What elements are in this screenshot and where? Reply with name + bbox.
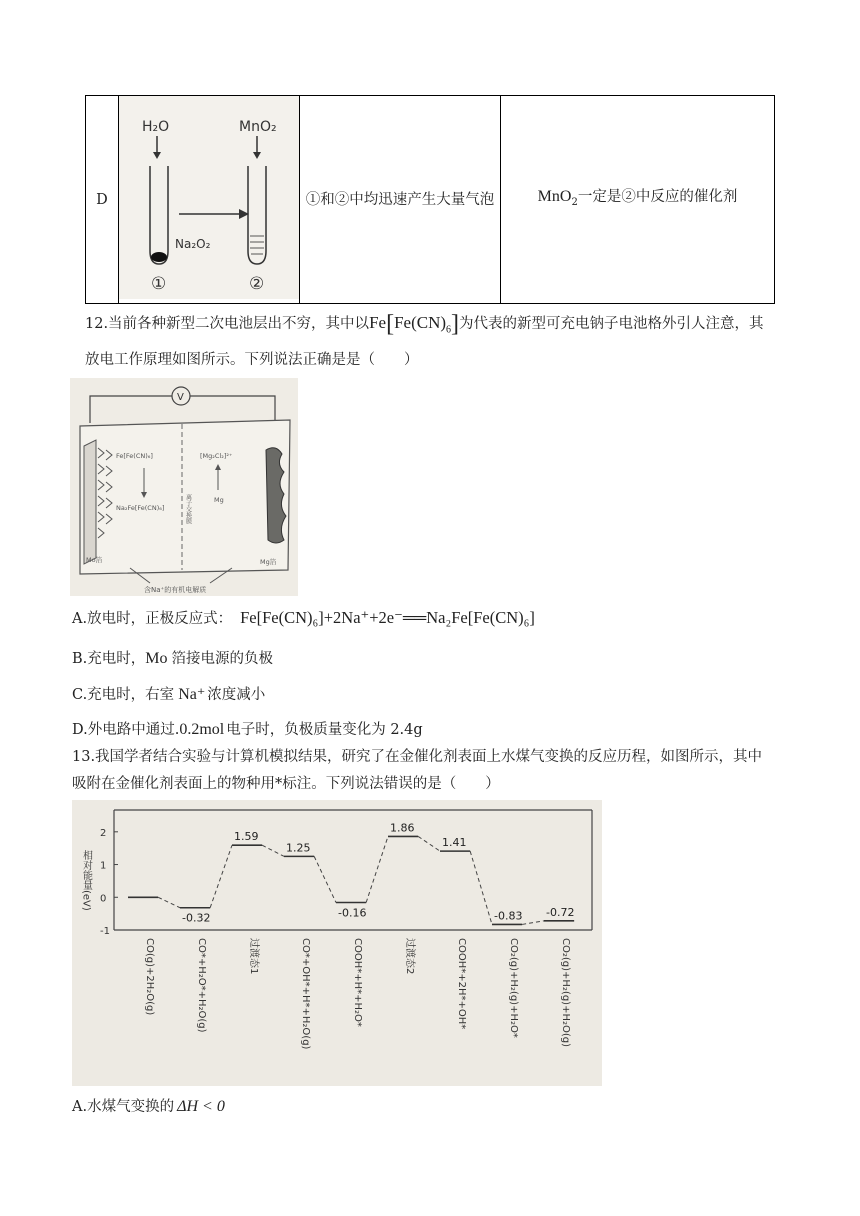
y-tick-label: 1 <box>100 860 107 872</box>
q12-line1: 12.当前各种新型二次电池层出不穷，其中以$Fe[Fe(CN)_6]$为代表的新型可充电钠子电池格外引人注意，其 <box>85 311 764 337</box>
option-cell <box>86 96 119 304</box>
data-label: 1.41 <box>442 836 467 850</box>
energy-profile-chart <box>72 800 602 1086</box>
left-electrode-label: Mo箔 <box>86 556 103 564</box>
q12-option-b: B.充电时，Mo 箔接电源的负极 <box>72 650 273 667</box>
y-axis-label: 相对能量(eV) <box>80 850 92 911</box>
data-label: -0.32 <box>182 911 211 925</box>
q13-line1: 13.我国学者结合实验与计算机模拟结果，研究了在金催化剂表面上水煤气变换的反应历程，如图所示，其中 <box>72 749 763 765</box>
right-top-species: [Mg₂Cl₂]²⁺ <box>200 452 233 460</box>
data-label: -0.83 <box>494 909 523 923</box>
battery-figure <box>70 378 298 596</box>
left-top-species: Fe[Fe(CN)₆] <box>116 452 153 460</box>
phenomenon-text: ①和②中均迅速产生大量气泡 <box>305 192 495 208</box>
category-label: 过渡态2 <box>404 938 416 975</box>
q12-formula: $Fe[Fe(CN)_6]$ <box>369 311 460 337</box>
reagent2-label: MnO₂ <box>239 119 277 135</box>
q13-line2: 吸附在金催化剂表面上的物种用*标注。下列说法错误的是（ ） <box>72 776 500 792</box>
data-label: 1.25 <box>286 841 311 855</box>
category-label: CO*+H₂O*+H₂O(g) <box>196 938 208 1033</box>
conclusion-text: MnO$_2$一定是②中反应的催化剂 <box>537 188 738 208</box>
q12-option-a: A.放电时，正极反应式： Fe[Fe(CN)₆]+2Na⁺+2e⁻══Na₂Fe[Fe(CN)₆] <box>72 608 535 627</box>
reagent1-label: H₂O <box>142 119 170 135</box>
category-label: CO₂(g)+H₂(g)+H₂O(g) <box>560 938 572 1047</box>
data-label: -0.72 <box>546 905 575 919</box>
category-label: CO₂(g)+H₂(g)+H₂O* <box>508 938 520 1038</box>
q12-option-a-equation: Fe[Fe(CN)₆]+2Na⁺+2e⁻══Na₂Fe[Fe(CN)₆] <box>240 608 535 627</box>
tube2-label: ② <box>249 274 265 294</box>
left-bottom-species: Na₂Fe[Fe(CN)₆] <box>116 504 165 512</box>
q12-option-c: C.充电时，右室 Na⁺ 浓度减小 <box>72 686 266 703</box>
option-label: D <box>96 192 108 208</box>
solid-label: Na₂O₂ <box>175 237 211 251</box>
tube1-label: ① <box>151 274 167 294</box>
figure-cell <box>119 96 300 304</box>
y-tick-label: 0 <box>100 893 107 905</box>
q13-option-a: A.水煤气变换的 ΔH < 0 <box>72 1098 225 1115</box>
category-label: 过渡态1 <box>248 938 260 975</box>
electrolyte-label: 含Na⁺的有机电解质 <box>144 586 207 594</box>
right-bottom-species: Mg <box>214 496 224 504</box>
data-label: -0.16 <box>338 906 367 920</box>
question-table <box>85 95 775 304</box>
data-label: 1.59 <box>234 830 259 844</box>
y-tick-label: -1 <box>100 926 110 937</box>
phenomenon-cell <box>300 96 501 304</box>
category-label: COOH*+H*+H₂O* <box>352 938 364 1027</box>
voltmeter-label: V <box>177 392 184 403</box>
conclusion-cell <box>501 96 775 304</box>
q12-line2: 放电工作原理如图所示。下列说法正确是是（ ） <box>85 352 419 368</box>
membrane-label: 离子交换膜 <box>184 494 192 524</box>
q12-option-d: D.外电路中通过.0.2mol 电子时，负极质量变化为 2.4g <box>72 721 423 738</box>
category-label: COOH*+2H*+OH* <box>456 938 468 1030</box>
category-label: CO*+OH*+H*+H₂O(g) <box>300 938 312 1050</box>
right-electrode-label: Mg箔 <box>260 558 277 566</box>
data-label: 1.86 <box>390 821 415 835</box>
test-tube-figure <box>119 96 299 299</box>
category-label: CO(g)+2H₂O(g) <box>144 938 156 1016</box>
y-tick-label: 2 <box>100 827 107 839</box>
